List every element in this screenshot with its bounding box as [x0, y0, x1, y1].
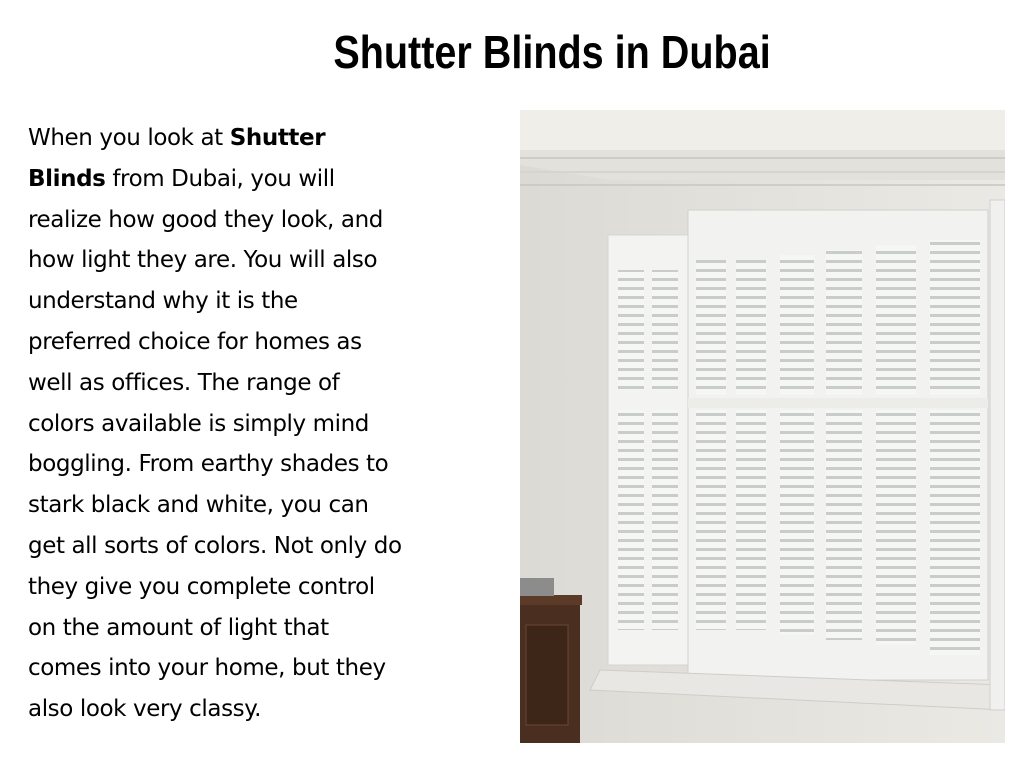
body-line: also look very classy.: [28, 696, 262, 723]
body-line: preferred choice for homes as: [28, 328, 362, 355]
body-line: boggling. From earthy shades to: [28, 451, 389, 478]
slide-body-text: [28, 118, 498, 730]
body-line: how light they are. You will also: [28, 247, 378, 274]
body-line: When you look at Shutter: [28, 125, 326, 151]
body-line: understand why it is the: [28, 288, 298, 315]
body-line: realize how good they look, and: [28, 206, 383, 233]
body-line: well as offices. The range of: [28, 369, 340, 396]
body-line: Blinds from Dubai, you will: [28, 165, 335, 192]
shutter-photo: [520, 110, 1005, 743]
body-line: colors available is simply mind: [28, 410, 370, 437]
body-line: get all sorts of colors. Not only do: [28, 532, 402, 559]
slide-title: Shutter Blinds in Dubai: [333, 26, 771, 78]
body-line: comes into your home, but they: [28, 655, 386, 682]
body-line: on the amount of light that: [28, 614, 329, 641]
body-line: stark black and white, you can: [28, 492, 369, 519]
body-line: they give you complete control: [28, 573, 375, 600]
